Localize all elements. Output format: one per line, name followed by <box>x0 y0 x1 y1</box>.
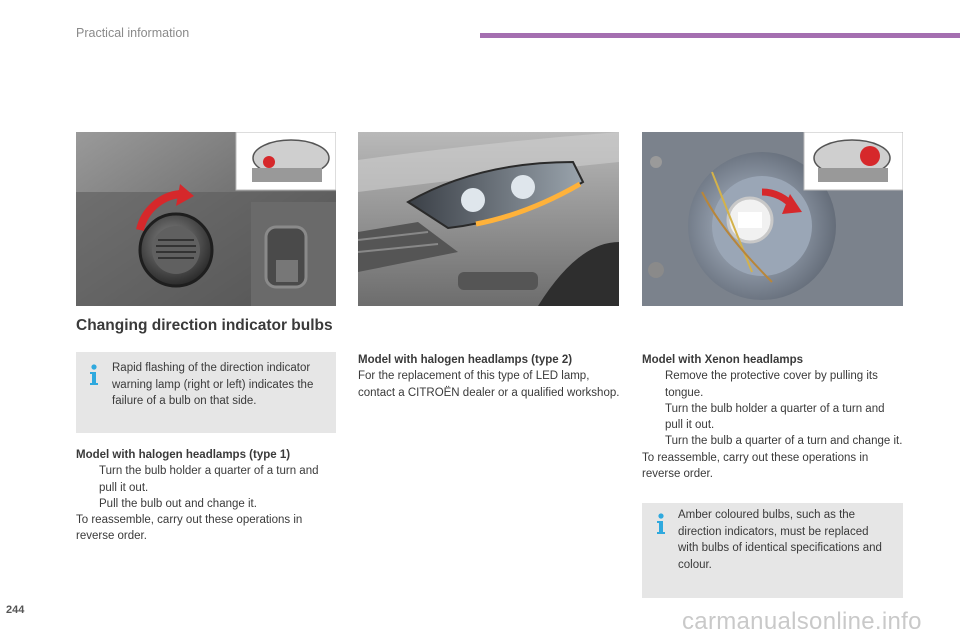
steps-list <box>76 463 338 512</box>
photo-halogen-type1-bulb-holder <box>76 132 336 306</box>
heading-xenon: Model with Xenon headlamps <box>642 354 804 366</box>
heading-halogen-type1: Model with halogen headlamps (type 1) <box>76 449 291 461</box>
info-note-text: Rapid flashing of the direction indicator warning lamp (right or left) indicates the failure of a bulb on that side. <box>112 362 314 407</box>
step-item: Remove the protective cover by pulling its tongue. <box>665 370 878 399</box>
photo-halogen-type2-led-headlamp <box>358 132 619 306</box>
step-item: Turn the bulb holder a quarter of a turn and pull it out. <box>99 465 319 494</box>
step-item: Turn the bulb holder a quarter of a turn and pull it out. <box>665 402 885 432</box>
photo-xenon-headlamp-bulb <box>642 132 903 306</box>
step-item: Pull the bulb out and change it. <box>99 497 257 510</box>
type2-body: For the replacement of this type of LED lamp, contact a CITROËN dealer or a qualified workshop. <box>358 370 620 399</box>
info-icon <box>88 364 100 386</box>
instructions-halogen-type1 <box>76 447 338 545</box>
header-accent-bar <box>480 33 960 38</box>
info-note-failure-warning <box>76 352 336 433</box>
info-note-text: Amber coloured bulbs, such as the direction indicators, must be replaced with bulbs of identical specifications and colour. <box>678 509 882 571</box>
page-number: 244 <box>6 604 25 616</box>
watermark: carmanualsonline.info <box>682 608 922 635</box>
info-note-amber-bulbs <box>642 503 903 598</box>
instructions-halogen-type2 <box>358 352 620 401</box>
info-icon <box>655 513 667 535</box>
section-title: Changing direction indicator bulbs <box>76 317 333 334</box>
steps-list <box>642 368 904 449</box>
instructions-xenon <box>642 352 904 482</box>
heading-halogen-type2: Model with halogen headlamps (type 2) <box>358 354 573 366</box>
reassemble-note: To reassemble, carry out these operations in reverse order. <box>642 451 869 481</box>
reassemble-note: To reassemble, carry out these operations in reverse order. <box>76 514 303 543</box>
page-header-title: Practical information <box>76 26 190 40</box>
step-item: Turn the bulb a quarter of a turn and change it. <box>665 435 903 448</box>
